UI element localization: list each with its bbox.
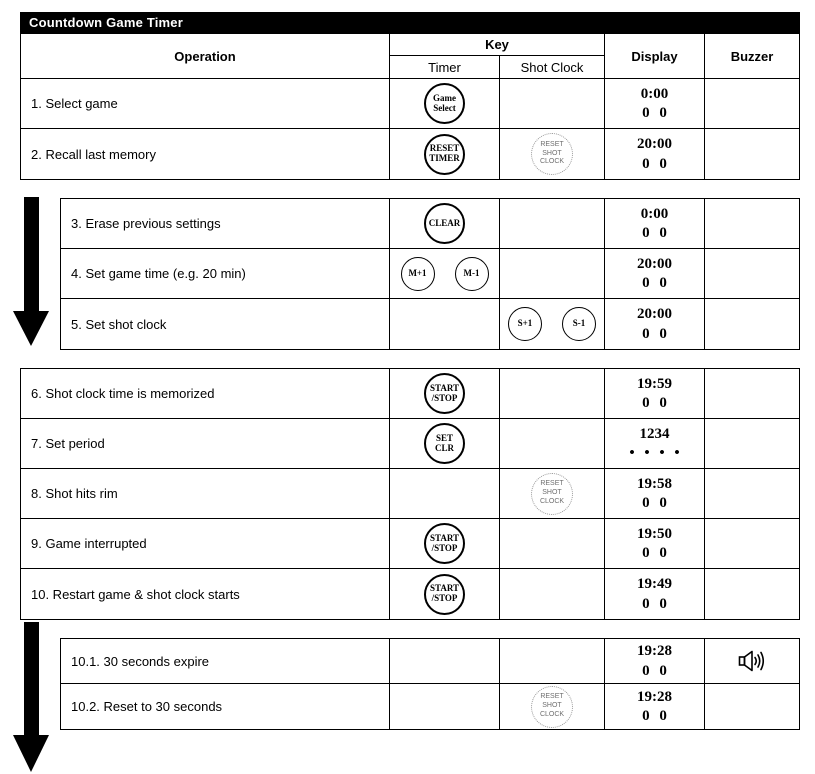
column-header-operation: Operation	[21, 34, 390, 78]
operation-label: 4. Set game time (e.g. 20 min)	[71, 266, 246, 281]
buzzer-cell	[705, 369, 799, 418]
start-stop-button-label: START	[429, 382, 460, 393]
table-header	[21, 34, 799, 79]
flow-arrow-down-shaft	[24, 197, 39, 311]
set-clr-button-label: CLR	[434, 442, 454, 453]
set-clr-button	[424, 423, 465, 464]
shot-clock-key-cell	[500, 469, 605, 518]
reset-shot-clock-button-label: SHOT	[542, 489, 562, 497]
main-table-top	[20, 33, 800, 180]
buzzer-cell	[705, 79, 799, 128]
display-cell	[605, 419, 705, 468]
buzzer-cell	[705, 639, 799, 683]
operation-label: 3. Erase previous settings	[71, 216, 221, 231]
table-row	[21, 469, 799, 519]
display-line2: 0 0	[642, 708, 667, 724]
display-line1: 19:28	[637, 688, 672, 705]
flow-arrow-down-shaft	[24, 622, 39, 735]
operation-cell	[21, 369, 390, 418]
shot-clock-key-cell	[500, 684, 605, 729]
timer-key-cell	[390, 79, 500, 128]
display-cell	[605, 79, 705, 128]
reset-shot-clock-button-label: CLOCK	[539, 710, 565, 718]
seconds-minus-button	[562, 307, 596, 341]
operation-label: 10.2. Reset to 30 seconds	[71, 699, 223, 714]
reset-shot-clock-button	[531, 686, 573, 728]
minute-minus-button-label: M-1	[463, 267, 480, 278]
shot-clock-key-cell	[500, 129, 605, 179]
operation-cell	[21, 129, 390, 179]
timer-key-cell	[390, 519, 500, 568]
buzzer-cell	[705, 569, 799, 619]
display-line1: 1234	[639, 425, 670, 442]
display-cell	[605, 369, 705, 418]
reset-shot-clock-button-label: SHOT	[542, 702, 562, 710]
display-line2: 0 0	[642, 105, 667, 121]
timer-key-cell	[390, 569, 500, 619]
display-cell	[605, 249, 705, 298]
page-title: Countdown Game Timer	[20, 12, 800, 33]
operation-cell	[61, 299, 390, 349]
minute-plus-button-label: M+1	[408, 267, 427, 278]
start-stop-button-label: /STOP	[431, 542, 458, 553]
table-row	[61, 199, 799, 249]
display-line1: 19:49	[637, 576, 672, 592]
shot-clock-key-cell	[500, 369, 605, 418]
operation-label: 7. Set period	[31, 436, 105, 451]
column-header-buzzer: Buzzer	[730, 48, 774, 64]
seconds-minus-button-label: S-1	[572, 318, 586, 329]
seconds-plus-button	[508, 307, 542, 341]
table-row	[21, 369, 799, 419]
buzzer-cell	[705, 199, 799, 248]
display-line1: 20:00	[637, 136, 672, 152]
table-row	[21, 519, 799, 569]
operation-label: 2. Recall last memory	[31, 146, 156, 162]
timer-key-cell	[390, 369, 500, 418]
start-stop-button-label: /STOP	[431, 392, 458, 403]
operation-label: 10. Restart game & shot clock starts	[31, 586, 240, 602]
display-cell	[605, 199, 705, 248]
shot-clock-key-cell	[500, 419, 605, 468]
shot-clock-key-cell	[500, 249, 605, 298]
buzzer-cell	[705, 299, 799, 349]
timer-key-cell	[390, 419, 500, 468]
reset-timer-button-label: RESET	[429, 143, 460, 154]
game-select-button	[424, 83, 465, 124]
flow-arrow-down-head	[13, 311, 49, 346]
operation-label: 5. Set shot clock	[71, 316, 167, 332]
start-stop-button-label: START	[429, 532, 460, 543]
operation-cell	[21, 79, 390, 128]
buzzer-cell	[705, 419, 799, 468]
timer-key-cell	[390, 199, 500, 248]
reset-timer-button	[424, 134, 465, 175]
shot-clock-key-cell	[500, 299, 605, 349]
buzzer-cell	[705, 249, 799, 298]
reset-shot-clock-button	[531, 473, 573, 515]
start-stop-button-label: START	[429, 583, 460, 594]
shot-clock-key-cell	[500, 639, 605, 683]
table-row	[21, 129, 799, 179]
display-cell	[605, 129, 705, 179]
start-stop-button-label: /STOP	[431, 593, 458, 603]
set-clr-button-label: SET	[435, 432, 453, 443]
operation-cell	[61, 199, 390, 248]
clear-button	[424, 203, 465, 244]
display-cell	[605, 639, 705, 683]
timer-key-cell	[390, 469, 500, 518]
column-header-timer: Timer	[390, 56, 500, 78]
main-table-game	[20, 368, 800, 620]
timer-key-cell	[390, 249, 500, 298]
reset-shot-clock-button-label: CLOCK	[539, 497, 565, 505]
operation-cell	[21, 519, 390, 568]
display-line1: 19:58	[637, 475, 672, 492]
column-header-key: Key	[390, 34, 605, 56]
start-stop-button	[424, 523, 465, 564]
buzzer-speaker-icon	[738, 649, 766, 673]
operation-cell	[21, 569, 390, 619]
operation-cell	[61, 639, 390, 683]
sub-table-setup	[60, 198, 800, 350]
display-line2: 0 0	[642, 155, 667, 172]
display-cell	[605, 684, 705, 729]
display-line1: 20:00	[637, 255, 672, 272]
reset-timer-button-label: TIMER	[429, 153, 460, 163]
timer-key-cell	[390, 129, 500, 179]
operation-cell	[21, 419, 390, 468]
operation-cell	[61, 684, 390, 729]
clear-button-label: CLEAR	[428, 217, 461, 228]
display-line2: 0 0	[642, 545, 667, 561]
game-select-button-label: Select	[433, 102, 456, 113]
seconds-plus-button-label: S+1	[517, 318, 533, 329]
reset-shot-clock-button-label: SHOT	[542, 149, 562, 157]
display-cell	[605, 299, 705, 349]
display-line1: 0:00	[640, 205, 669, 222]
display-line2: 0 0	[642, 395, 667, 411]
display-line1: 19:28	[637, 643, 672, 659]
game-select-button-label: Game	[433, 92, 456, 103]
operation-label: 9. Game interrupted	[31, 536, 147, 551]
buzzer-cell	[705, 469, 799, 518]
sub-table-shot-clock	[60, 638, 800, 730]
shot-clock-key-cell	[500, 569, 605, 619]
display-line2: 0 0	[642, 495, 667, 511]
start-stop-button	[424, 574, 465, 615]
table-row	[61, 684, 799, 729]
table-row	[61, 249, 799, 299]
table-row	[21, 79, 799, 129]
column-header-shot-clock: Shot Clock	[500, 56, 605, 78]
display-cell	[605, 519, 705, 568]
table-row	[21, 419, 799, 469]
minute-minus-button	[455, 257, 489, 291]
operation-label: 1. Select game	[31, 96, 118, 111]
operation-label: 6. Shot clock time is memorized	[31, 386, 215, 401]
reset-shot-clock-button	[531, 133, 573, 175]
display-cell	[605, 469, 705, 518]
start-stop-button	[424, 373, 465, 414]
timer-key-cell	[390, 299, 500, 349]
buzzer-cell	[705, 684, 799, 729]
display-line2: 0 0	[642, 662, 667, 679]
display-cell	[605, 569, 705, 619]
shot-clock-key-cell	[500, 519, 605, 568]
reset-shot-clock-button-label: RESET	[540, 693, 564, 701]
shot-clock-key-cell	[500, 79, 605, 128]
buzzer-cell	[705, 129, 799, 179]
column-header-display: Display	[605, 34, 705, 78]
display-line2: 0 0	[642, 275, 667, 291]
reset-shot-clock-button-label: RESET	[540, 140, 564, 148]
operation-label: 10.1. 30 seconds expire	[71, 653, 210, 669]
operation-cell	[61, 249, 390, 298]
table-row	[61, 639, 799, 684]
display-line2: • • • •	[629, 445, 680, 461]
display-line1: 0:00	[640, 85, 669, 102]
operation-label: 8. Shot hits rim	[31, 486, 118, 501]
buzzer-cell	[705, 519, 799, 568]
display-line1: 20:00	[637, 306, 672, 322]
reset-shot-clock-button-label: RESET	[540, 480, 564, 488]
table-row	[61, 299, 799, 349]
shot-clock-key-cell	[500, 199, 605, 248]
display-line2: 0 0	[642, 325, 667, 342]
display-line2: 0 0	[642, 595, 667, 612]
operation-cell	[21, 469, 390, 518]
flow-arrow-down-head	[13, 735, 49, 772]
timer-key-cell	[390, 639, 500, 683]
display-line1: 19:50	[637, 525, 672, 542]
table-row	[21, 569, 799, 619]
reset-shot-clock-button-label: CLOCK	[539, 158, 565, 166]
display-line2: 0 0	[642, 225, 667, 241]
timer-key-cell	[390, 684, 500, 729]
minute-plus-button	[401, 257, 435, 291]
display-line1: 19:59	[637, 375, 672, 392]
